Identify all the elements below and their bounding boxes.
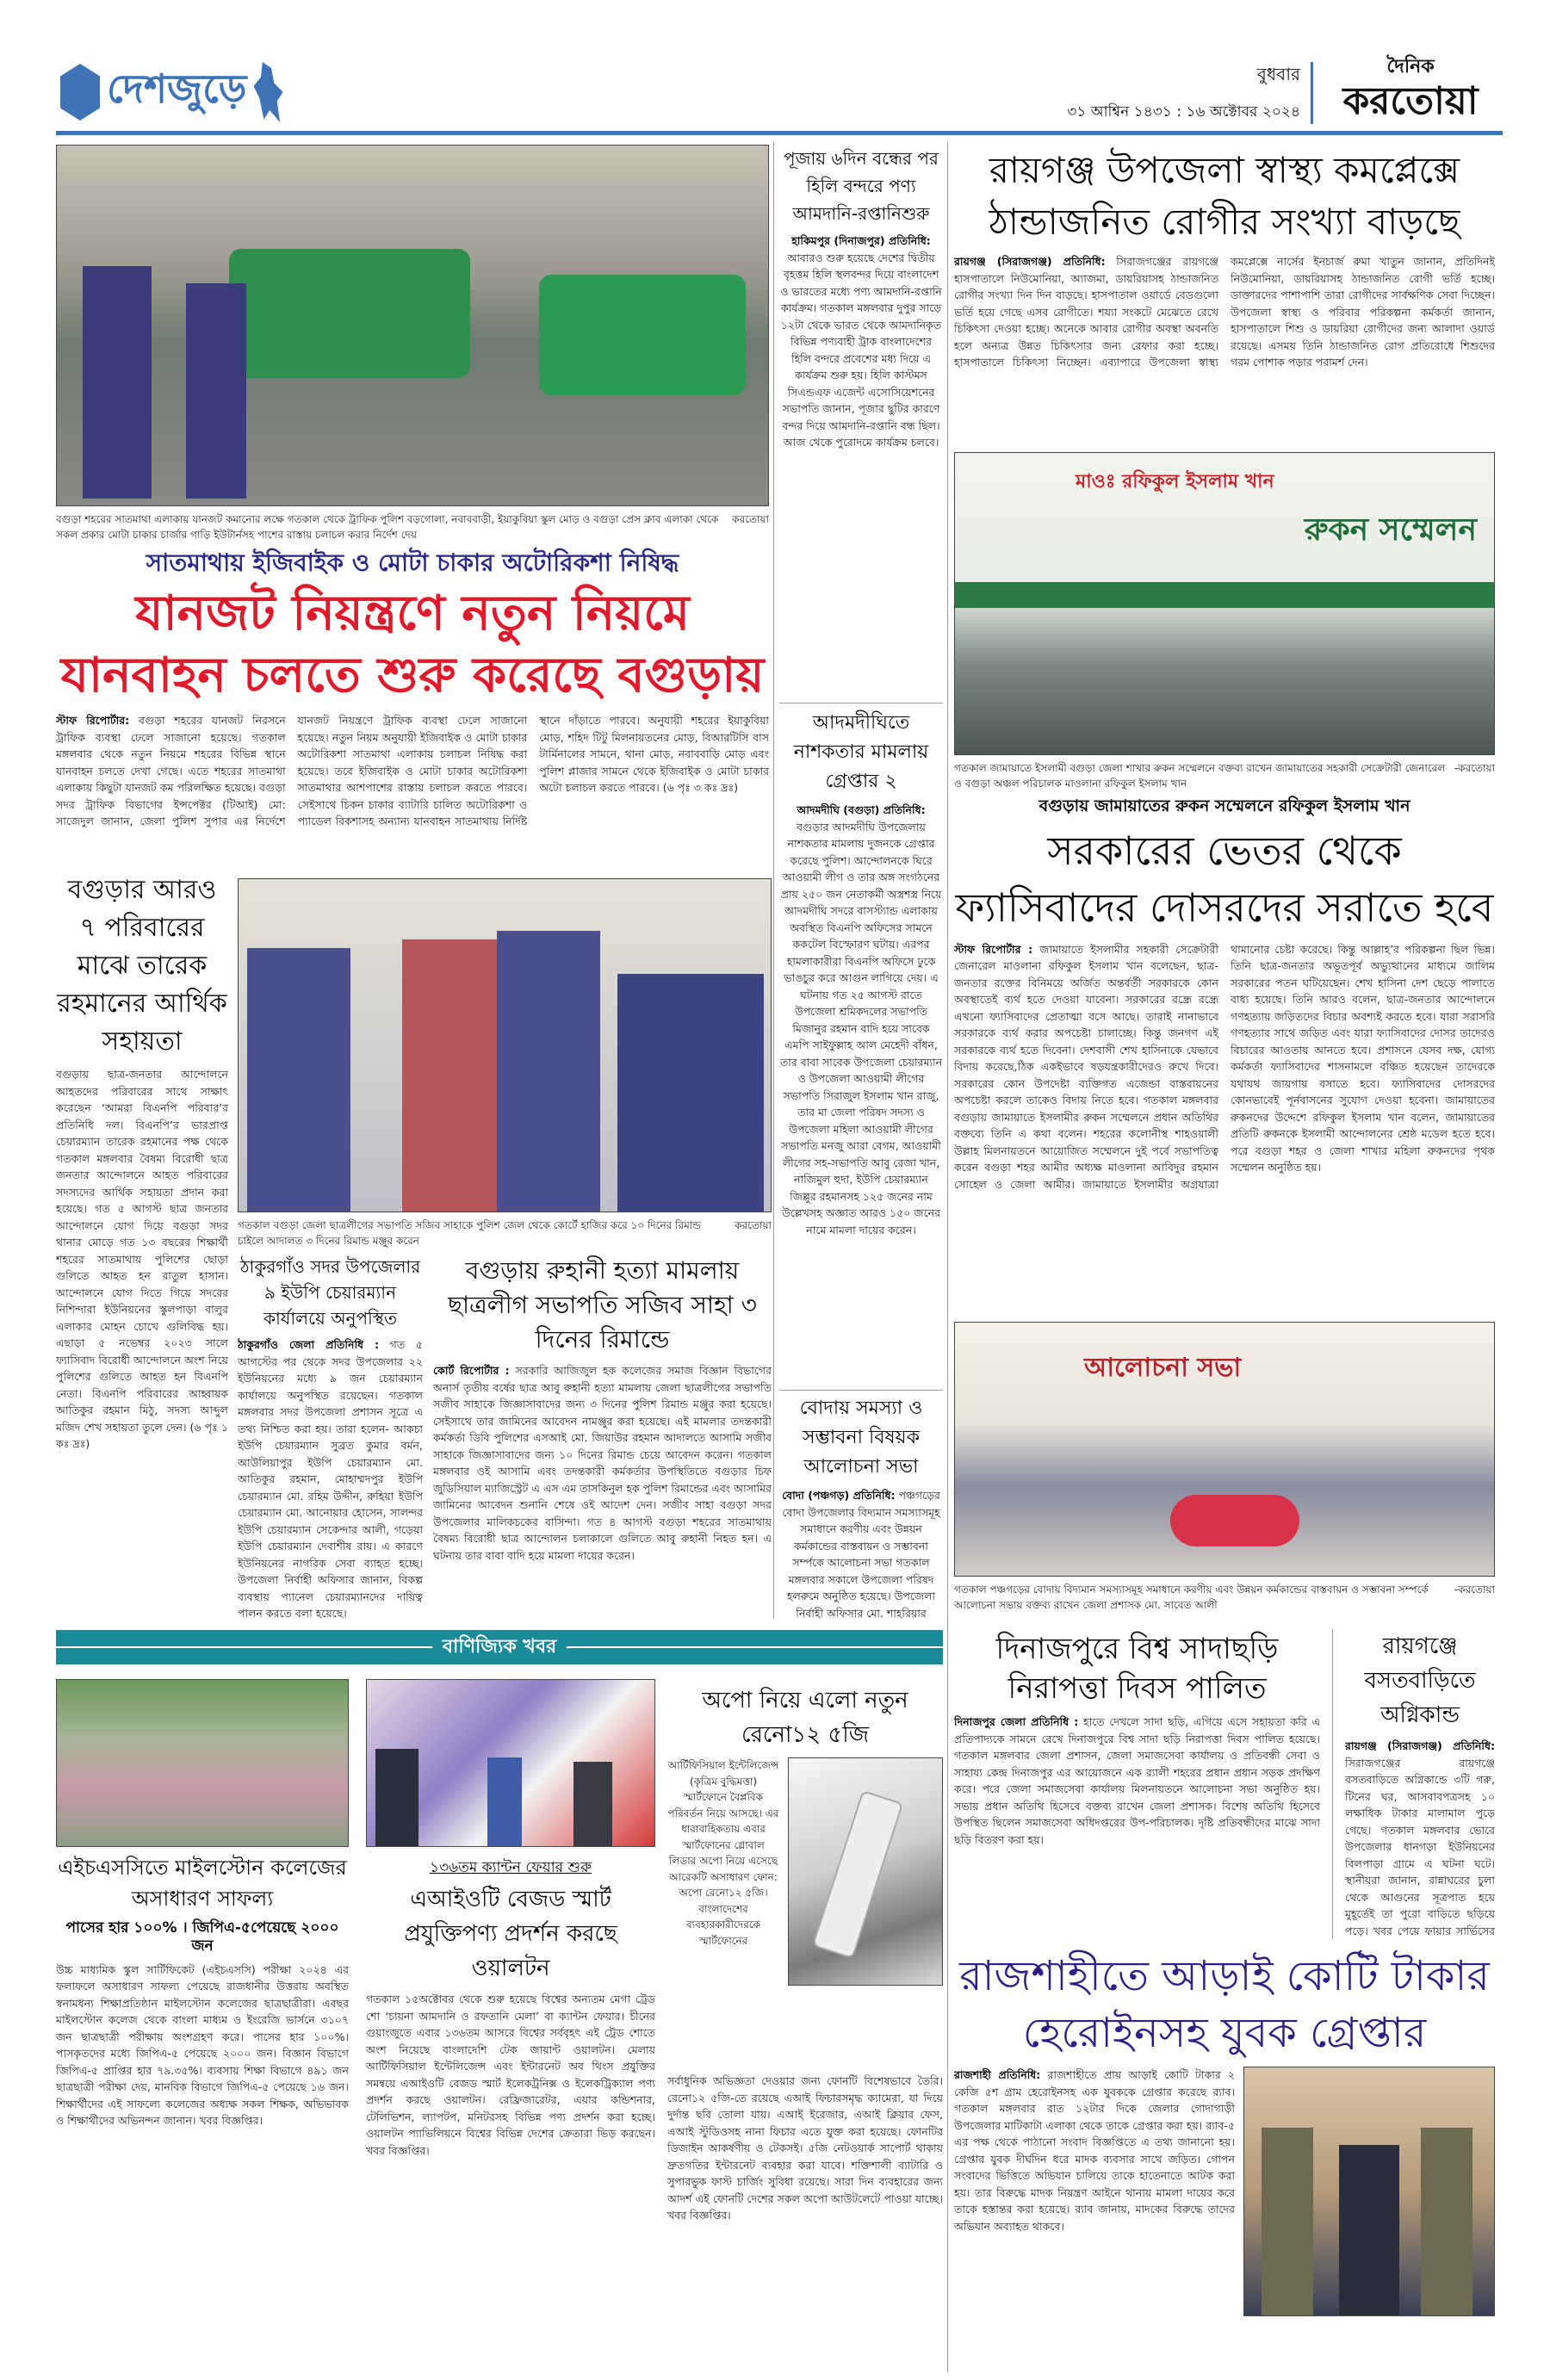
- jamaat-story: [954, 452, 1495, 1317]
- oppo-story: [667, 1683, 943, 2371]
- jamaat-kicker: বগুড়ায় জামায়াতের রুকন সম্মেলনে রফিকুল ইসলাম খান: [1038, 796, 1410, 815]
- rajshahi-story: [954, 1948, 1495, 2371]
- bangladesh-map-icon: [254, 62, 283, 122]
- court-photo: [238, 878, 772, 1212]
- traffic-body: স্টাফ রিপোর্টার: বগুড়া শহরের যানজট নিরসনে ট্রাফিক ব্যবস্থা ঢেলে সাজানো হয়েছে। গতকাল মঙ্গলবার থেকে নতুন নিয়মে শহরের বিভিন্ন স্থানে যানবাহন চলতে দেখা গেছে। এতে শহরের সাতমাথা এলাকায় কিছুটা যানজট কম পরিলক্ষিত হয়েছে। বগুড়া সদর ট্রাফিক বিভাগের ইন্সপেক্টর (টিআই) মো: সাজেদুল জানান, জেলা পুলিশ সুপার এর নির্দেশে যানজট নিয়ন্ত্রণে ট্রাফিক ব্যবস্থা ঢেলে সাজানো হয়েছে। নতুন নিয়ম অনুযায়ী ইজিবাইক ও মোটা চাকার অটোরিকশা সাতমাথা এলাকায় চলাচল নিষিদ্ধ করা হয়েছে। তবে ইজিবাইক ও মোটা চাকার অটোরিকশা সাতমাথার আশপাশের রাস্তায় চলাচল করতে পারবে। সেইসাথে চিকন চাকার ব্যাটারি চালিত অটোরিকশা ও প্যাডেল রিকশাসহ অন্যান্য যানবাহন সাতমাথায় নির্দিষ্ট স্থানে দাঁড়াতে পারবে। অনুযায়ী শহরের ইয়াকুবিয়া মোড়, শহিদ টিটু মিলনায়তনের মোড়, বিআরটিসি বাস টার্মিনালের সামনে, থানা মোড়, নবাববাড়ি মোড় এবং পুলিশ প্লাজার সামনে থেকে ইজিবাইক ও মোটা চাকার অটো চলাচল করতে পারবে। (৬ পৃঃ ৩ কঃ দ্রঃ): [56, 714, 769, 827]
- traffic-headline: যানজট নিয়ন্ত্রণে নতুন নিয়মে যানবাহন চলতে শুরু করেছে বগুড়ায়: [60, 586, 765, 703]
- thakurgaon-story: [238, 1254, 423, 1619]
- oppo-headline: অপো নিয়ে এলো নতুন রেনো১২ ৫জি: [702, 1688, 908, 1748]
- masthead-small: দৈনিক: [1386, 56, 1435, 77]
- walton-kicker: ১৩৬তম ক্যান্টন ফেয়ার শুরু: [429, 1859, 592, 1876]
- milestone-subhead: পাসের হার ১০০% । জিপিএ-৫পেয়েছে ২০০০ জন: [65, 1919, 339, 1955]
- dinajpur-headline: দিনাজপুরে বিশ্ব সাদাছড়ি নিরাপত্তা দিবস পালিত: [995, 1632, 1279, 1706]
- tarek-body: বগুড়ায় ছাত্র-জনতার আন্দোলনে আহতদের পরিবারের সাথে সাক্ষাৎ করেছেন ‘আমরা বিএনপি পরিবার’র প্রতিনিধি দল। বিএনপি’র ভারপ্রাপ্ত চেয়ারম্যান তারেক রহমানের পক্ষ থেকে গতকাল মঙ্গলবার বৈষম্য বিরোধী ছাত্র জনতার আন্দোলনে আহত পরিবারের সদস্যদের আর্থিক সহায়তা প্রদান করা হয়েছে। গত ৫ আগস্ট ছাত্র জনতার আন্দোলনে যোগ দিয়ে বগুড়া সদর থানার মোড়ে গত ১৩ বছরের শিক্ষার্থী শহরের সাতমাথায় পুলিশের ছোড়া গুলিতে আহত হন রাতুল হাসান। আন্দোলনে যোগ দিতে গিয়ে সদরের নিশিন্দারা ইউনিয়নের স্কুলপাড়া বালুর এলাকার মোহন চোখে গুলিবিদ্ধ হয়। এছাড়া ৫ নভেম্বর ২০২৩ সালে ফ্যাসিবাদ বিরোধী আন্দোলনে অংশ নিয়ে পুলিশের গুলিতে আহত হন বিএনপি নেতা। বিএনপি পরিবারের আহ্বায়ক আতিকুর রহমান মিঠু, সদস্য আব্দুল মজিদ শেখ সহায়তা তুলে দেন। (৬ পৃঃ ১ কঃ দ্রঃ): [56, 1068, 228, 1450]
- court-block: [238, 878, 772, 1619]
- dinajpur-fire-row: [954, 1629, 1495, 1939]
- oppo-phone-photo: [788, 1757, 943, 1986]
- jamaat-headline: সরকারের ভেতর থেকে ফ্যাসিবাদের দোসরদের সরাতে হবে: [955, 827, 1494, 931]
- boda-body: বোদা (পঞ্চগড়) প্রতিনিধি: পঞ্চগড়ের বোদা উপজেলার বিদ্যমান সমস্যাসমূহ সমাধানে করণীয় এবং উন্নয়ন কর্মকান্ডের বাস্তবায়ন ও সম্ভাবনা সর্ম্পকে আলোচনা সভা গতকাল মঙ্গলবার সকালে উপজেলা পরিষদ হলরুমে অনুষ্ঠিত হয়েছে। উপজেলা নির্বাহী অফিসার মো. শাহরিয়ার: [782, 1489, 940, 1619]
- tarek-story: [56, 871, 228, 1619]
- boda-story: [779, 1390, 943, 1619]
- traffic-kicker: সাতমাথায় ইজিবাইক ও মোটা চাকার অটোরিকশা নিষিদ্ধ: [146, 549, 679, 577]
- adamdighi-body: আদমদীঘি (বগুড়া) প্রতিনিধি: বগুড়ার আদমদীঘি উপজেলায় নাশকতার মামলায় দুজনকে গ্রেপ্তার করেছে পুলিশ। আন্দোলনকে ঘিরে আওয়ামী লীগ ও তার অঙ্গ সংগঠনের প্রায় ২৫০ জন নেতাকর্মী অস্ত্রশস্ত্র নিয়ে আদমদীঘি সদরে বাসস্ট্যান্ড এলাকায় অবস্থিত বিএনপি অফিসের সামনে ককটেল বিস্ফোরণ ঘটায়। এরপর হামলাকারীরা বিএনপি অফিসে ঢুকে ভাঙচুর করে আগুন লাগিয়ে দেয়। এ ঘটনায় গত ২৫ আগস্ট রাতে উপজেলা শ্রমিকদলের সভাপতি মিজানুর রহমান বাদি হয়ে সাবেক এমপি সাইফুল্লাহ আল মেহেদী বাঁধন, তার বাবা সাবেক উপজেলা চেয়ারম্যান ও উপজেলা আওয়ামী লীগের সভাপতি সিরাজুল ইসলাম খান রাজু, তার মা জেলা পরিষদ সদস্য ও উপজেলা মহিলা আওয়ামী লীগের সভাপতি মনজু আরা বেগম, আওয়ামী লীগের সহ-সভাপতি আবু রেজা খান, নাজিমুল হুদা, ইউপি চেয়ারম্যান জিল্লুর রহমানসহ ১২৫ জনের নাম উল্লেখসহ অজ্ঞাত আরও ১৫০ জনের নামে মামলা দায়ের করেন।: [779, 803, 943, 1236]
- hili-story: [779, 145, 943, 696]
- walton-body: গতকাল ১৫অক্টোবর থেকে শুরু হয়েছে বিশ্বের অন্যতম মেগা ট্রেড শো ‘চায়না আমদানি ও রফতানি মেলা’ বা ক্যান্টন ফেয়ার। চীনের গুয়াংজুতে এবার ১৩৬তম আসরে বিশ্বের সর্ববৃহৎ এই ট্রেড শোতে অংশ নিয়েছে বাংলাদেশি টেক জায়ান্ট ওয়ালটন। মেলায় আর্টিফিসিয়াল ইন্টেলিজেন্স এবং ইন্টারনেট অব থিংস প্রযুক্তির সমন্বয়ে এআইওটি বেজড স্মার্ট ইলেকট্রনিক্স ও ইলেকট্রিক্যাল পণ্য প্রদর্শন করছে ওয়ালটন। রেফ্রিজারেটর, এয়ার কন্ডিশনার, টেলিভিশন, ল্যাপটপ, মনিটরসহ বিভিন্ন পণ্য প্রদর্শন করা হচ্ছে। ওয়ালটন প্যাভিলিয়নে বিশ্বের বিভিন্ন দেশের ক্রেতারা ভিড় করছেন। খবর বিজ্ঞপ্তির।: [366, 1993, 655, 2157]
- court-photo-caption: করতোয়া গতকাল বগুড়া জেলা ছাত্রলীগের সভাপতি সজিব সাহাকে পুলিশ জেল থেকে কোর্টে হাজির করে ১০ দিনের রিমান্ড চাইলে আদালত ৩ দিনের রিমান্ড মঞ্জুর করেন: [238, 1219, 772, 1247]
- adamdighi-headline: আদমদীঘিতে নাশকতার মামলায় গ্রেপ্তার ২: [793, 712, 929, 792]
- boda-photo-block: [954, 1322, 1495, 1623]
- thakurgaon-headline: ঠাকুরগাঁও সদর উপজেলার ৯ ইউপি চেয়ারম্যান কার্যালয়ে অনুপস্থিত: [239, 1256, 421, 1329]
- traffic-photo: [56, 145, 769, 506]
- milestone-body: উচ্চ মাধ্যমিক স্কুল সার্টিফিকেট (এইচএসসি) পরীক্ষা ২০২৪ এর ফলাফলে অসাধারণ সাফল্য পেয়েছে রাজধানীর উত্তরায় অবস্থিত স্বনামধন্য শিক্ষাপ্রতিষ্ঠান মাইলস্টোন কলেজের ছাত্রছাত্রীরা। এবছর মাইলস্টোন কলেজ থেকে বাংলা মাধ্যম ও ইংরেজি ভার্সনে ৩১০৭ জন ছাত্রছাত্রী পরীক্ষায় অংশগ্রহণ করে। পাসের হার ১০০%। পাসকৃতদের মধ্যে জিপিএ-৫ পেয়েছে ২০০০ জন। বিজ্ঞান বিভাগে জিপিএ-৫ প্রাপ্তির হার ৭৯.৩৫%। ব্যবসায় শিক্ষা বিভাগে ৪৯১ জন ছাত্রছাত্রী পরীক্ষা দেয়, মানবিক বিভাগে জিপিএ-৫ পেয়েছে ১৬ জন। শিক্ষার্থীদের এই সাফল্যে কলেজের অধ্যক্ষ সকল শিক্ষক, অভিভাবক ও শিক্ষার্থীদের অভিনন্দন জানান। খবর বিজ্ঞপ্তির।: [56, 1962, 349, 2127]
- walton-story: [366, 1679, 655, 2371]
- issue-day: বুধবার: [1256, 64, 1300, 84]
- hili-headline: পূজায় ৬দিন বন্ধের পর হিলি বন্দরে পণ্য আমদানি-রপ্তানিশুরু: [784, 148, 939, 224]
- business-section-title: বাণিজ্যিক খবর: [432, 1632, 567, 1664]
- walton-photo: [366, 1679, 655, 1847]
- boda-photo-caption: -করতোয়া গতকাল পঞ্চগড়ের বোদায় বিদ্যমান সমস্যাসমূহ সমাধানে করণীয় এবং উন্নয়ন কর্মকান্ডের বাস্তবায়ন ও সম্ভাবনা সম্পর্কে আলোচনা সভায় বক্তব্য রাখেন জেলা প্রশাসক মো. সাবেত আলী: [954, 1584, 1495, 1611]
- rajshahi-headline: রাজশাহীতে আড়াই কোটি টাকার হেরোইনসহ যুবক গ্রেপ্তার: [959, 1952, 1490, 2057]
- jamaat-body: স্টাফ রিপোর্টার : জামায়াতে ইসলামীর সহকারী সেক্রেটারী জেনারেল মাওলানা রফিকুল ইসলাম খান বলেছেন, ছাত্র-জনতার রক্তের বিনিময়ে অর্জিত অন্তর্বর্তী সরকারকে কোন অবস্থাতেই ব্যর্থ হতে দেওয়া যাবেনা। সরকারের রন্ধ্রে রন্ধ্রে এখনো ফ্যাসিবাদের প্রেতাত্মা বসে আছে। তারাই নানাভাবে সরকারকে ব্যর্থ করার অপচেষ্টা চালাচ্ছে। কিন্তু জনগণ এই সরকারকে ব্যর্থ হতে দিবেনা। দেশবাসী শেখ হাসিনাকে যেভাবে বিদায় করেছে,ঠিক একইভাবে ষড়যন্ত্রকারীদেরও রুখে দিবে। সরকারের কোন উপদেষ্টা ব্যক্তিগত এজেন্ডা বাস্তবায়নের অপচেষ্টা করলে তাকেও বিদায় নিতে হবে। গতকাল মঙ্গলবার বগুড়ায় জামায়াতে ইসলামীর রুকন সম্মেলনে প্রধান অতিথির বক্তব্যে তিনি এ কথা বলেন। শহরের কলোনীস্থ শাহওয়ালী উল্লাহ মিলনায়তনে আয়োজিত সম্মেলনে দুই পর্বে সভাপতিত্ব করেন বগুড়া শহর আমীর অধ্যক্ষ মাওলানা আবিদুর রহমান সোহেল ও জেলা আমীর। জামায়াতে ইসলামীর অগ্রযাত্রা থামানোর চেষ্টা করেছে। কিন্তু আল্লাহ’র পরিকল্পনা ছিল ভিন্ন। তিনি ছাত্র-জনতার অভূতপূর্ব অভ্যুত্থানের মাধ্যমে জালিম সরকারের পতন ঘটিয়েছেন। শেখ হাসিনা দেশ ছেড়ে পালাতে বাধ্য হয়েছে। তিনি আরও বলেন, ছাত্র-জনতার আন্দোলনে গণহত্যায় জড়িতদের বিচার অবশ্যই করতে হবে। যারা সরাসরি গণহত্যার সাথে জড়িত এবং যারা ফ্যাসিবাদের দোসর তাদেরও বিচারের আওতায় আনতে হবে। প্রশাসনে যেসব দক্ষ, যোগ্য কর্মকর্তা ফ্যাসিবাদের শাসনামলে বঞ্চিত হয়েছেন তাদেরকে যথাযথ জায়গায় বসাতে হবে। ফ্যাসিবাদের দোসরদের কোনভাবেই পূর্নবাসনের সুযোগ দেওয়া হবেনা। জামায়াতের রুকনদের উদ্দেশে রফিকুল ইসলাম খান বলেন, জামায়াতের প্রতিটি রুকনকে ইসলামী আন্দোলনের শ্রেষ্ঠ মডেল হতে হবে। পরে বগুড়া শহর ও জেলা শাখার মহিলা রুকনদের পৃথক সম্মেলন অনুষ্ঠিত হয়।: [954, 942, 1495, 1191]
- business-section-bar: [56, 1630, 943, 1664]
- ruhani-story: [433, 1254, 772, 1619]
- adamdighi-story: [779, 703, 943, 1383]
- traffic-photo-caption: করতোয়া বগুড়া শহরের সাতমাথা এলাকায় যানজট কমানোর লক্ষে গতকাল থেকে ট্রাফিক পুলিশ বড়গোলা, নবাববাড়ী, ইয়াকুবিয়া স্কুল মোড় ও বগুড়া প্রেস ক্লাব এলাকা থেকে সকল প্রকার মোটা চাকার চার্জার গাড়ি ইউটার্নসহ পাশের রাস্তায় চলাচল করার নির্দেশ দেয়: [56, 513, 769, 541]
- middle-column: [779, 145, 943, 1619]
- dinajpur-story: [954, 1629, 1320, 1939]
- header-divider: [1311, 62, 1313, 124]
- masthead-name: করতোয়া: [1342, 79, 1479, 123]
- traffic-story: [56, 145, 769, 865]
- thakurgaon-body: ঠাকুরগাঁও জেলা প্রতিনিধি : গত ৫ আগস্টের পর থেকে সদর উপজেলার ২২ ইউনিয়নের মধ্যে ৯ জন চেয়ারম্যান কার্যালয়ে অনুপস্থিত রয়েছেন। গতকাল মঙ্গলবার সদর উপজেলা প্রশাসন সূত্রে এ তথ্য নিশ্চিত করা হয়। তারা হলেন- আকচা ইউপি চেয়ারম্যান সুব্রত কুমার বর্মন, আউলিয়াপুর ইউপি চেয়ারম্যান মো. আতিকুর রহমান, মোহাম্মদপুর ইউপি চেয়ারম্যান মো. রহিম উদ্দীন, রুহিয়া ইউপি চেয়ারম্যান মো. আনোয়ার হোসেন, সালন্দর ইউপি চেয়ারম্যান সেকেন্দার আলী, গড়েয়া ইউপি চেয়ারম্যান দেবাশীষ রায়। এ কারণে ইউনিয়নের নাগরিক সেবা ব্যাহত হচ্ছে। উপজেলা নির্বাহী অফিসার জানান, বিকল্প ব্যবস্থায় প্যানেল চেয়ারম্যানদের দায়িত্ব পালন করতে বলা হয়েছে।: [238, 1338, 423, 1619]
- ruhani-headline: বগুড়ায় রুহানী হত্যা মামলায় ছাত্রলীগ সভাপতি সজিব সাহা ৩ দিনের রিমান্ডে: [448, 1256, 757, 1354]
- oppo-side-body: আর্টিফিসিয়াল ইন্টেলিজেন্স (কৃত্রিম বুদ্ধিমত্তা) স্মার্টফোনে বৈপ্লবিক পরিবর্তন নিয়ে আসছে। এর ধারাবাহিকতায় এবার স্মার্টফোনের গ্লোবাল লিডার অপো নিয়ে এসেছে আরেকটি অসাধারণ ফোন: অপো রেনো১২ ৫জি। বাংলাদেশের ব্যবহারকারীদেরকে স্মার্টফোনের: [667, 1759, 779, 1947]
- tarek-headline: বগুড়ার আরও ৭ পরিবারের মাঝে তারেক রহমানের আর্থিক সহায়তা: [57, 875, 227, 1057]
- issue-date: ৩১ আশ্বিন ১৪৩১ : ১৬ অক্টোবর ২০২৪: [1067, 103, 1300, 121]
- rajshahi-photo: [1243, 2067, 1495, 2316]
- milestone-story: [56, 1679, 349, 2371]
- hili-body: হাকিমপুর (দিনাজপুর) প্রতিনিধি: আবারও শুরু হয়েছে দেশের দ্বিতীয় বৃহত্তম হিলি স্থলবন্দর দিয়ে বাংলাদেশ ও ভারতের মধ্যে পণ্য আমদানি-রপ্তানি কার্যক্রম। গতকাল মঙ্গলবার দুপুর সাড়ে ১২টা থেকে ভারত থেকে আমদানিকৃত বিভিন্ন পণ্যবাহী ট্রাক বাংলাদেশের হিলি বন্দরে প্রবেশের মধ্য দিয়ে এ কার্যক্রম শুরু হয়। হিলি কাস্টমস সিএন্ডএফ এজেন্ট এসোসিয়েশনের সভাপতি জানান, পূজার ছুটির কারণে বন্দর দিয়ে আমদানি-রপ্তানি বন্ধ ছিল। আজ থেকে পুরোদমে কার্যক্রম চলবে।: [780, 234, 942, 449]
- jamaat-photo-caption: -করতোয়া গতকাল জামায়াতে ইসলামী বগুড়া জেলা শাখার রুকন সম্মেলনে বক্তব্য রাখেন জামায়াতের সহকারী সেক্রেটারী জেনারেল ও বগুড়া অঞ্চল পরিচালক মাওলানা রফিকুল ইসলাম খান: [954, 762, 1495, 790]
- raiganj-story: [954, 145, 1495, 448]
- milestone-photo: [56, 1679, 349, 1847]
- rajshahi-body: রাজশাহী প্রতিনিধি: রাজশাহীতে প্রায় আড়াই কোটি টাকার ২ কেজি ৫শ গ্রাম হেরোইনসহ এক যুবককে গ্রেপ্তার করেছে র‌্যাব। গতকাল মঙ্গলবার রাত ১২টার দিকে জেলার গোদাগাড়ী উপজেলার মাটিকাটা এলাকা থেকে তাকে গ্রেপ্তার করা হয়। র‌্যাব-৫ এর পক্ষ থেকে পাঠানো সংবাদ বিজ্ঞপ্তিতে এ তথ্য জানানো হয়। গ্রেপ্তার যুবক দীর্ঘদিন ধরে মাদক ব্যবসার সাথে জড়িত। গোপন সংবাদের ভিত্তিতে অভিযান চালিয়ে তাকে হাতেনাতে আটক করা হয়। তার বিরুদ্ধে মাদক নিয়ন্ত্রণ আইনে থানায় মামলা দায়ের করে তাকে হস্তান্তর করা হয়েছে। র‌্যাব জানায়, মাদকের বিরুদ্ধে তাদের অভিযান অব্যাহত থাকবে।: [954, 2068, 1235, 2233]
- jamaat-banner-name: মাওঃ রফিকুল ইসলাম খান: [1076, 471, 1274, 493]
- section-logo: [60, 53, 283, 131]
- fire-story: [1345, 1629, 1495, 1939]
- walton-headline: এআইওটি বেজড স্মার্ট প্রযুক্তিপণ্য প্রদর্শন করছে ওয়ালটন: [404, 1887, 617, 1982]
- boda-headline: বোদায় সমস্যা ও সম্ভাবনা বিষয়ক আলোচনা সভা: [799, 1398, 923, 1478]
- raiganj-body: রায়গঞ্জ (সিরাজগঞ্জ) প্রতিনিধি: সিরাজগঞ্জের রায়গঞ্জে হাসপাতালে নিউমোনিয়া, অ্যাজমা, ডায়রিয়াসহ ঠান্ডাজনিত রোগীর সংখ্যা দিন দিন বাড়ছে। হাসপাতাল ওয়ার্ডে বেডগুলো ভর্তি হয়ে গেছে এসব রোগীতে। শয্যা সংকটে মেঝেতে রেখে চিকিৎসা দেওয়া হচ্ছে। অনেকে আবার রোগীর অবস্থা অবনতি হলে অন্যত্র উন্নত চিকিৎসার জন্য রেফার করা হচ্ছে। হাসপাতালে চিকিৎসা নিচ্ছেন। এব্যাপারে উপজেলা স্বাস্থ্য কমপ্লেক্সে নার্সের ইনচার্জ রুমা খাতুন জানান, প্রতিদিনই নিউমোনিয়া, ডায়রিয়াসহ ঠান্ডাজনিত রোগী ভর্তি হচ্ছে। ডাক্তারদের পাশাপাশি তারা রোগীদের সার্বক্ষণিক সেবা দিচ্ছেন। উপজেলা স্বাস্থ্য ও পরিবার পরিকল্পনা কর্মকর্তা জানান, হাসপাতালে শিশু ও ডায়রিয়া রোগীদের জন্য আলাদা ওয়ার্ড রয়েছে। এসময় তিনি ঠান্ডাজনিত রোগ প্রতিরোধে শিশুদের গরম পোশাক পড়ার পরামর্শ দেন।: [954, 255, 1495, 369]
- jamaat-photo: [954, 452, 1495, 755]
- dinajpur-body: দিনাজপুর জেলা প্রতিনিধি : হাতে দেখলে সাদা ছড়ি, এগিয়ে এসে সহায়তা করি এ প্রতিপাদ্যকে সামনে রেখে দিনাজপুরে বিশ্ব সাদা ছড়ি নিরাপত্তা দিবস পালিত হয়েছে। গতকাল মঙ্গলবার জেলা প্রশাসন, জেলা সমাজসেবা কার্যালয় ও প্রতিবন্ধী সেবা ও সাহায্য কেন্দ্র দিনাজপুর এর আয়োজনে এক র‌্যালী শহরের প্রধান প্রধান সড়ক প্রদক্ষিণ করে। পরে জেলা সমাজসেবা কার্যালয় মিলনায়তনে আলোচনা সভা অনুষ্ঠিত হয়। সভায় প্রধান অতিথি হিসেবে বক্তব্য রাখেন জেলা প্রশাসক। বিশেষ অতিথি হিসেবে উপস্থিত ছিলেন সমাজসেবা অধিদপ্তরের উপ-পরিচালক। দৃষ্টি প্রতিবন্ধীদের মাঝে সাদা ছড়ি বিতরণ করা হয়।: [954, 1715, 1320, 1846]
- fire-headline: রায়গঞ্জে বসতবাড়িতে অগ্নিকান্ড: [1364, 1633, 1476, 1728]
- section-logo-text: দেশজুড়ে: [107, 65, 247, 112]
- header-rule: [56, 131, 1503, 135]
- boda-meeting-photo: [954, 1322, 1495, 1577]
- milestone-headline: এইচএসসিতে মাইলস্টোন কলেজের অসাধারণ সাফল্য: [58, 1856, 347, 1911]
- ruhani-body: কোর্ট রিপোর্টার : সরকারি আজিজুল হক কলেজের সমাজ বিজ্ঞান বিভাগের অনার্স তৃতীয় বর্ষের ছাত্র আবু রুহানী হত্যা মামলায় জেলা ছাত্রলীগের সভাপতি সজীব সাহাকে জিজ্ঞাসাবাদের জন্য ৩ দিনের পুলিশ রিমান্ড মঞ্জুর করা হয়েছে। সেইসাথে তার জামিনের আবেদন নামঞ্জুর করা হয়েছে। এই মামলার তদন্তকারী কর্মকর্তা ডিবি পুলিশের এসআই মো. জিয়াউর রহমান আদালতে আসামি সজীব সাহাকে জিজ্ঞাসাবাদের জন্য ১০ দিনের রিমান্ড চেয়ে আবেদন করেন। গতকাল মঙ্গলবার ওই আসামি এবং তদন্তকারী কর্মকর্তার উপস্থিতিতে বগুড়ার চিফ জুডিসিয়াল ম্যাজিস্ট্রেট এ এস এম তাসকিনুল হক পুলিশ রিমান্ডের এবং আসামির জামিনের আবেদন শুনানি শেষে ওই আদেশ দেন। সজীব সাহা বগুড়া সদর উপজেলার মালিকচকের বাসিন্দা। গত ৪ আগস্ট বগুড়া শহরের সাতমাথায় বৈষম্য বিরোধী ছাত্র আন্দোলন চলাকালে গুলিতে আবু রুহানী নিহত হন। এ ঘটনায় তার বাবা বাদি হয়ে মামলা দায়ের করেন।: [433, 1364, 772, 1562]
- oppo-body: সর্বাধুনিক অভিজ্ঞতা দেওয়ার জন্য ফোনটি বিশেষভাবে তৈরি। রেনো১২ ৫জি-তে রয়েছে এআই ফিচারসমৃদ্ধ ক্যামেরা, যা দিয়ে দুর্দান্ত ছবি তোলা যায়। এআই ইরেজার, এআই ক্লিয়ার ফেস, এআই স্টুডিওসহ নানা ফিচার এতে যুক্ত করা হয়েছে। ফোনটির ডিজাইন আকর্ষণীয় ও টেকসই। ৫জি নেটওয়ার্ক সাপোর্ট থাকায় দ্রুতগতির ইন্টারনেট ব্যবহার করা যাবে। শক্তিশালী ব্যাটারি ও সুপারভুক ফাস্ট চার্জিং সুবিধা রয়েছে। সারা দিন ব্যবহারের জন্য আদর্শ এই ফোনটি দেশের সকল অপো আউটলেটে পাওয়া যাচ্ছে। খবর বিজ্ঞপ্তির।: [667, 2074, 943, 2222]
- jamaat-banner-title: রুকন সম্মেলন: [1304, 512, 1477, 548]
- masthead: [1324, 55, 1497, 124]
- fire-body: রায়গঞ্জ (সিরাজগঞ্জ) প্রতিনিধি: সিরাজগঞ্জের রায়গঞ্জে বসতবাড়িতে অগ্নিকান্ডে ৩টি গরু, টিনের ঘর, আসবাবপত্রসহ ১০ লক্ষাধিক টাকার মালামাল পুড়ে গেছে। গতকাল মঙ্গলবার ভোরে উপজেলার ধানগড়া ইউনিয়নের বিলপাড়া গ্রামে এ ঘটনা ঘটে। স্থানীয়রা জানান, রান্নাঘরের চুলা থেকে আগুনের সূত্রপাত হয়ে মুহূর্তেই তা পুরো বাড়িতে ছড়িয়ে পড়ে। খবর পেয়ে ফায়ার সার্ভিসের: [1345, 1739, 1495, 1937]
- section-logo-badge-icon: [60, 64, 100, 121]
- boda-banner: আলোচনা সভা: [1084, 1353, 1242, 1383]
- raiganj-headline: রায়গঞ্জ উপজেলা স্বাস্থ্য কমপ্লেক্সে ঠান্ডাজনিত রোগীর সংখ্যা বাড়ছে: [989, 149, 1460, 243]
